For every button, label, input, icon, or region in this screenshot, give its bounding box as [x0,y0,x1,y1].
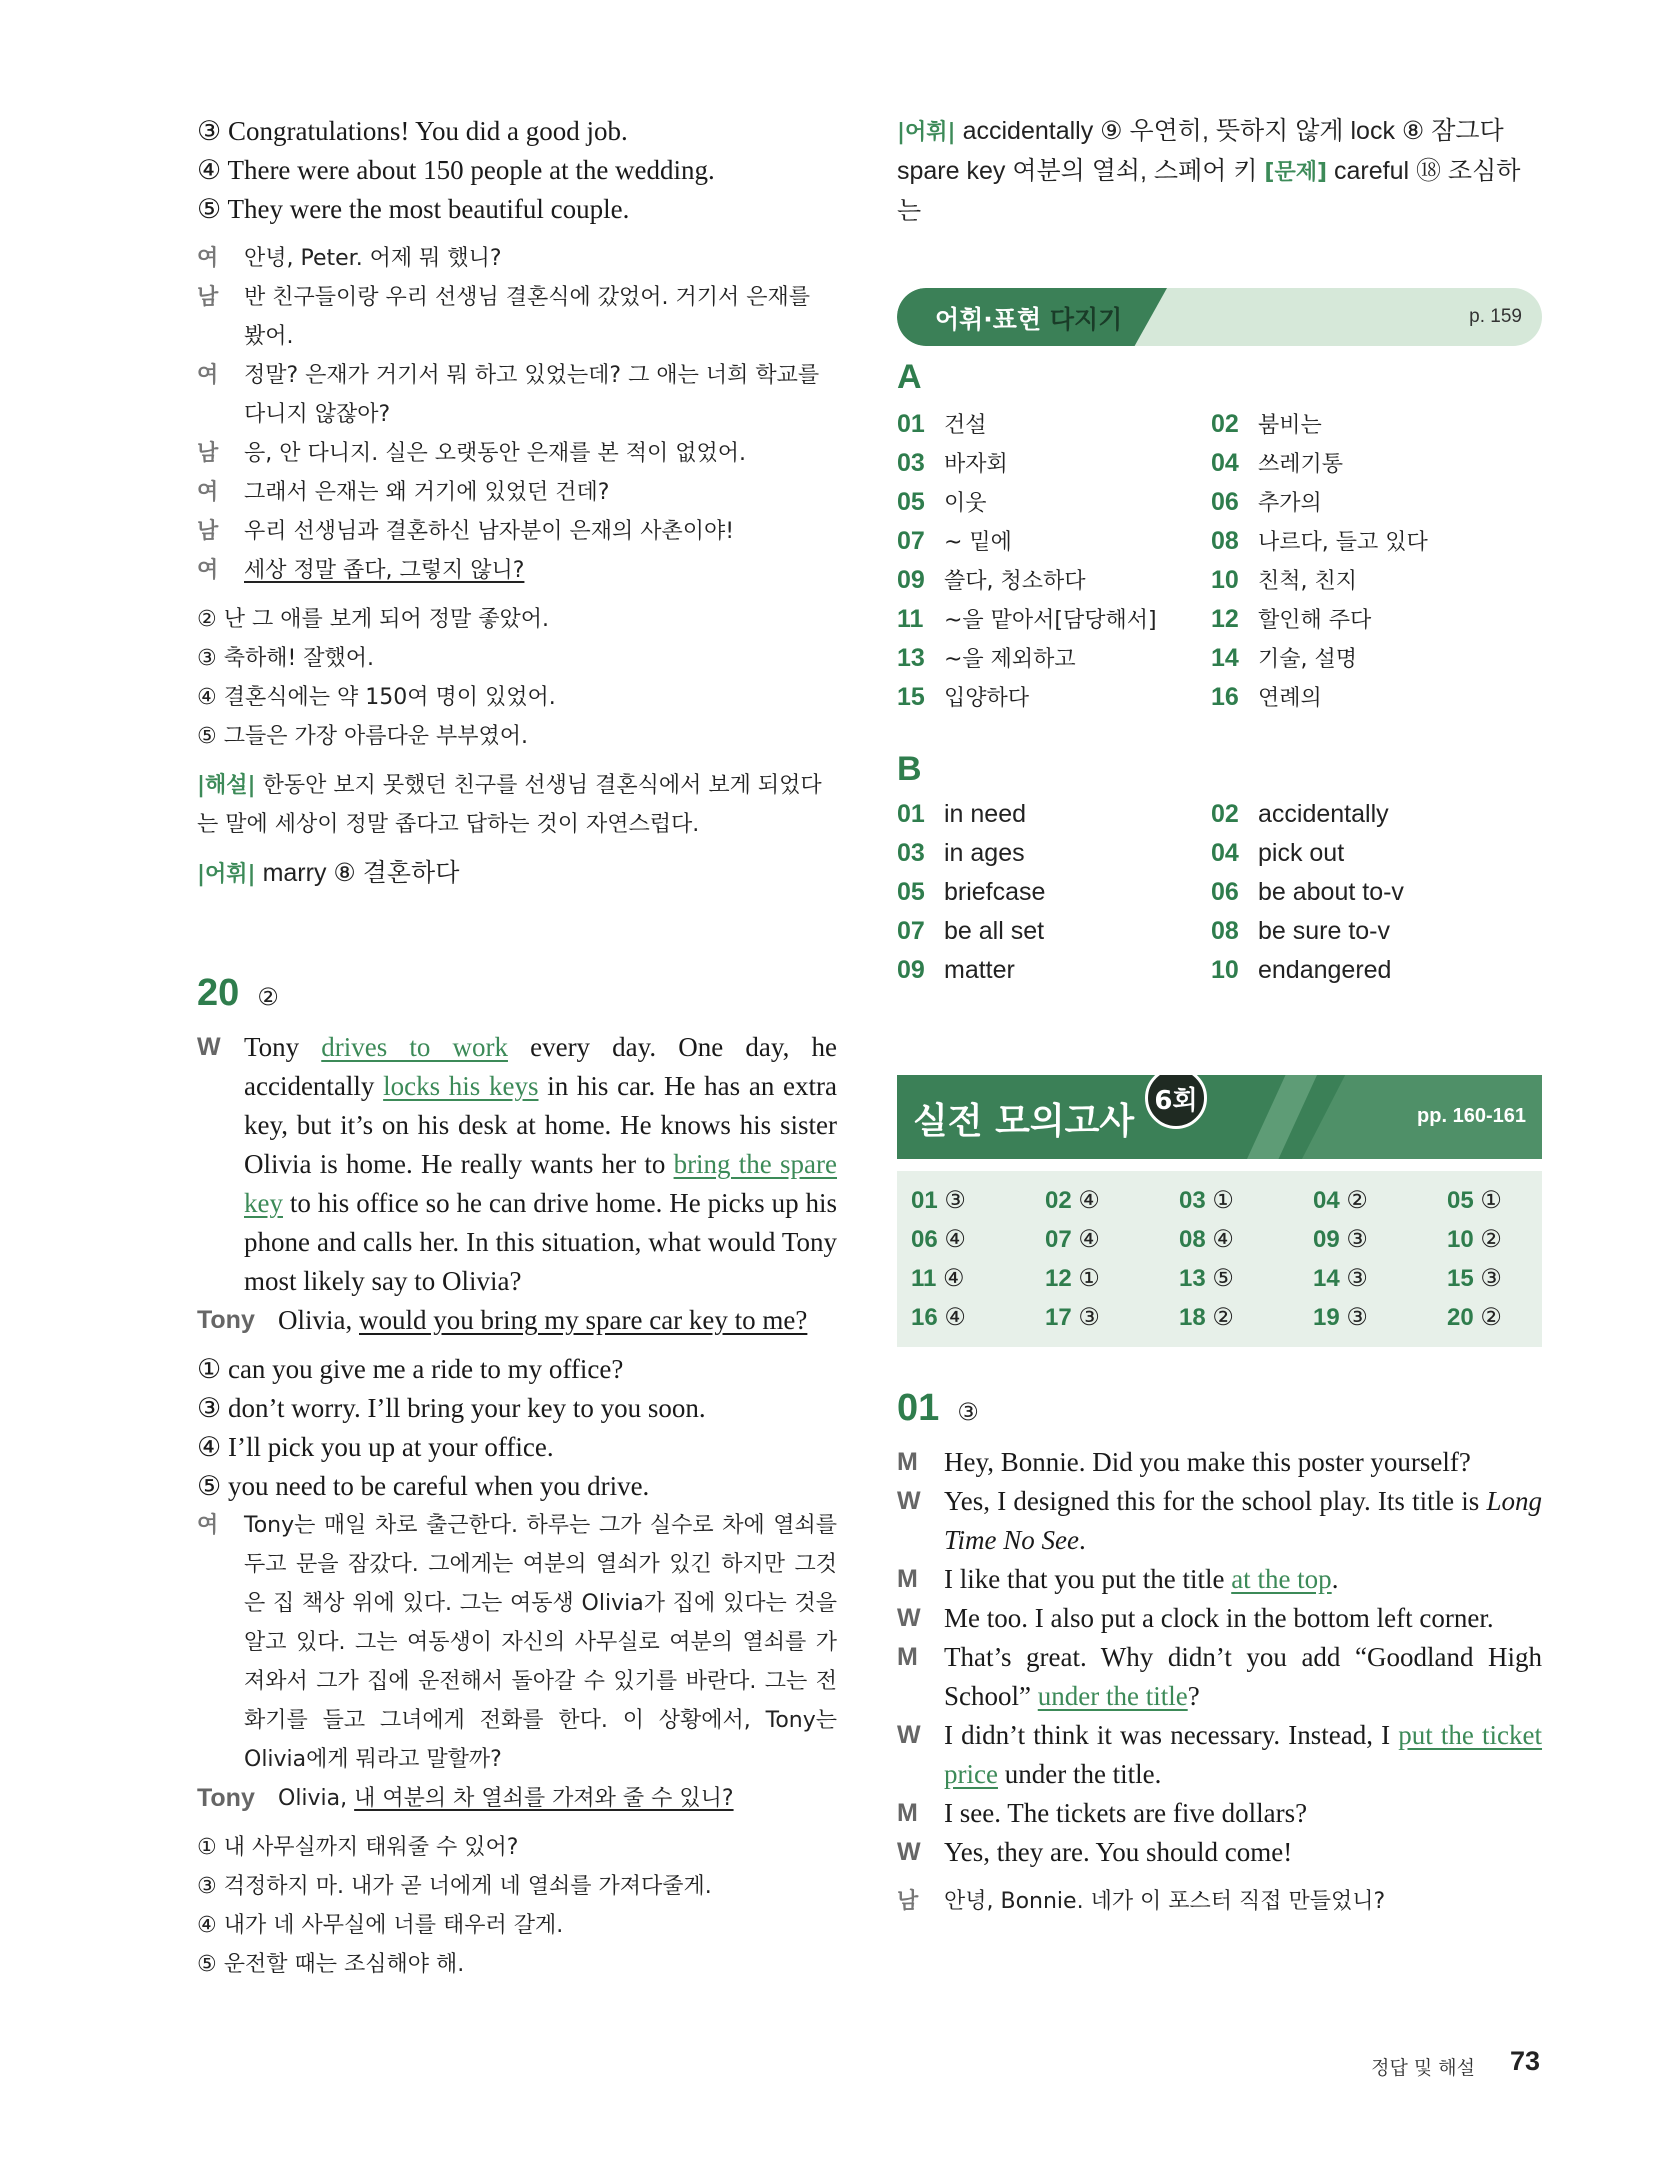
question-number: 20 [197,972,240,1014]
option: ① can you give me a ride to my office? [197,1354,624,1384]
dialog-line: W Yes, they are. You should come! [897,1837,1293,1867]
banner-title: 어휘·표현 다지기 [935,305,1123,334]
dialog-line: 남 우리 선생님과 결혼하신 남자분이 은재의 사촌이야! [197,519,735,544]
vocab-item: 04 pick out [1211,839,1345,867]
answer-cell: 10 ② [1447,1226,1502,1253]
page-number: 73 [1509,2046,1540,2076]
option: ③ don’t worry. I’ll bring your key to you soon. [197,1393,706,1423]
answer-cell: 04 ② [1313,1187,1368,1214]
q20-options-ko [197,1828,837,1984]
option: ④ 내가 네 사무실에 너를 태우러 갈게. [197,1913,564,1938]
mock-round-badge: 6회 [1145,1075,1207,1129]
vocab-item: 08 be sure to-v [1211,917,1391,945]
answer-cell: 16 ④ [911,1304,966,1331]
question-answer: ② [257,983,279,1011]
vocab-item: 06 be about to-v [1211,878,1404,906]
dialog-line: W I didn’t think it was necessary. Instead, I put the ticket price under the title. [897,1720,1543,1789]
answer-cell: 05 ① [1447,1187,1502,1214]
dialog-line: M That’s great. Why didn’t you add “Goodland High School” under the title? [897,1642,1542,1711]
vocab-item: 05 briefcase [897,878,1046,906]
answer-cell: 01 ③ [911,1187,966,1214]
answer-cell: 02 ④ [1045,1187,1100,1214]
option: ④ There were about 150 people at the wedding. [197,155,715,185]
q20-options-en [197,1350,837,1506]
vocab-item: 07 be all set [897,917,1045,945]
option: ① 내 사무실까지 태워줄 수 있어? [197,1835,519,1860]
mock-page-ref: pp. 160-161 [1417,1105,1526,1127]
mock-test-title: 실전 모의고사 [913,1101,1135,1142]
q19-options-ko [197,600,837,756]
question-answer: ③ [957,1398,979,1426]
answer-cell: 12 ① [1045,1265,1100,1292]
option: ② 난 그 애를 보게 되어 정말 좋았어. [197,607,549,632]
left-column [197,112,837,1984]
option: ④ I’ll pick you up at your office. [197,1432,554,1462]
answer-cell: 03 ① [1179,1187,1234,1214]
dialog-line: M I like that you put the title at the top. [897,1564,1339,1594]
vocab-item: 01 in need [897,800,1027,828]
dialog-line: M Hey, Bonnie. Did you make this poster yourself? [897,1447,1471,1477]
dialog-line: 여 세상 정말 좁다, 그렇지 않니? [197,558,525,583]
q20-script-tony: Tony Olivia, would you bring my spare car key to me? [197,1305,808,1335]
q20-translation: 여 Tony는 매일 차로 출근한다. 하루는 그가 실수로 차에 열쇠를 두고 문을 잠갔다. 그에게는 여분의 열쇠가 있긴 하지만 그것은 집 책상 위에 있다. 그는 여동생 Olivia가 집에 있다는 것을 알고 있다. 그는 여동생이 자신의 사무실로 여분의 열쇠를 가져와서 그가 집에 운전해서 돌아갈 수 있기를 바란다. 그는 전화기를 들고 그녀에게 전화를 한다. 이 상황에서, Tony는 Olivia에게 뭐라고 말할까? [197,1513,837,1772]
q19-dialog-ko [197,239,837,590]
vocab-item: 12 할인해 주다 [1211,605,1372,633]
q01-header [897,1387,1542,1443]
q19-options-en [197,112,837,229]
vocab-item: 03 in ages [897,839,1025,867]
option: ⑤ 그들은 가장 아름다운 부부였어. [197,724,528,749]
q19-vocab: |어휘| marry ⑧ 결혼하다 [197,859,460,887]
vocab-item: 16 연례의 [1211,683,1322,711]
dialog-line: 여 그래서 은재는 왜 거기에 있었던 건데? [197,480,610,505]
answer-cell: 08 ④ [1179,1226,1234,1253]
dialog-line: 남 응, 안 다니지. 실은 오랫동안 은재를 본 적이 없었어. [197,441,746,466]
option: ⑤ 운전할 때는 조심해야 해. [197,1952,465,1977]
section-a-title: A [897,358,922,396]
vocab-item: 10 endangered [1211,956,1392,984]
vocab-item: 09 matter [897,956,1015,984]
vocab-item: 11 ~을 맡아서[담당해서] [897,605,1157,633]
section-a-grid [897,408,1542,720]
answer-cell: 15 ③ [1447,1265,1502,1292]
answer-cell: 09 ③ [1313,1226,1368,1253]
dialog-line: M I see. The tickets are five dollars? [897,1798,1308,1828]
mock-test-banner [897,1075,1542,1159]
answer-cell: 07 ④ [1045,1226,1100,1253]
q19-explanation: |해설| 한동안 보지 못했던 친구를 선생님 결혼식에서 보게 되었다는 말에 세상이 정말 좁다고 답하는 것이 자연스럽다. [197,773,822,837]
q20-vocab: |어휘| accidentally ⑨ 우연히, 뜻하지 않게 lock ⑧ 잠그다 spare key 여분의 열쇠, 스페어 키 [문제] careful ⑱ 조심하는 [897,117,1521,225]
vocab-item: 07 ~ 밑에 [897,527,1012,555]
vocab-item: 09 쓸다, 청소하다 [897,566,1086,594]
footer-label: 정답 및 해설 [1371,2057,1475,2079]
vocab-item: 08 나르다, 들고 있다 [1211,527,1428,555]
vocab-item: 02 accidentally [1211,800,1389,828]
answer-key-table [897,1171,1542,1347]
answer-cell: 17 ③ [1045,1304,1100,1331]
vocab-item: 10 친척, 친지 [1211,566,1357,594]
q20-script-w: W Tony drives to work every day. One day, he accidentally locks his keys in his car. He has an extra key, but it’s on his desk at home. He knows his sister Olivia is home. He really wants her to bring the spare key to his office so he can drive home. He picks up his phone and calls her. In this situation, what would Tony most likely say to Olivia? [197,1032,837,1296]
answer-cell: 13 ⑤ [1179,1265,1234,1292]
vocab-item: 02 붐비는 [1211,410,1322,438]
vocab-review-banner [897,288,1542,346]
vocab-item: 14 기술, 설명 [1211,644,1357,672]
option: ⑤ you need to be careful when you drive. [197,1471,650,1501]
answer-cell: 06 ④ [911,1226,966,1253]
dialog-line: 여 정말? 은재가 거기서 뭐 하고 있었는데? 그 애는 너희 학교를 다니지 않잖아? [197,363,820,427]
answer-cell: 20 ② [1447,1304,1502,1331]
right-column [897,112,1542,1921]
answer-cell: 18 ② [1179,1304,1234,1331]
option: ③ Congratulations! You did a good job. [197,116,628,146]
vocab-item: 13 ~을 제외하고 [897,644,1076,672]
q01-script [897,1443,1542,1872]
dialog-line: 여 안녕, Peter. 어제 뭐 했니? [197,246,502,271]
vocab-item: 03 바자회 [897,449,1008,477]
vocab-item: 06 추가의 [1211,488,1322,516]
question-number: 01 [897,1387,940,1429]
q20-translation-tony: Tony Olivia, 내 여분의 차 열쇠를 가져와 줄 수 있니? [197,1784,734,1812]
answer-cell: 19 ③ [1313,1304,1368,1331]
section-b-title: B [897,750,922,788]
option: ⑤ They were the most beautiful couple. [197,194,630,224]
dialog-line: W Yes, I designed this for the school play. Its title is Long Time No See. [897,1486,1542,1555]
dialog-line: 남 반 친구들이랑 우리 선생님 결혼식에 갔었어. 거기서 은재를 봤어. [197,285,810,349]
banner-page-ref: p. 159 [1469,306,1522,327]
option: ③ 걱정하지 마. 내가 곧 너에게 네 열쇠를 가져다줄게. [197,1874,712,1899]
option: ④ 결혼식에는 약 150여 명이 있었어. [197,685,556,710]
vocab-item: 01 건설 [897,410,987,438]
answer-cell: 14 ③ [1313,1265,1368,1292]
vocab-item: 15 입양하다 [897,683,1030,711]
option: ③ 축하해! 잘했어. [197,646,375,671]
q20-header [197,972,837,1028]
answer-cell: 11 ④ [911,1265,965,1292]
dialog-line: W Me too. I also put a clock in the bottom left corner. [897,1603,1494,1633]
section-b-grid [897,800,1542,995]
vocab-item: 04 쓰레기통 [1211,449,1344,477]
vocab-item: 05 이웃 [897,488,987,516]
q01-translation-line: 남 안녕, Bonnie. 네가 이 포스터 직접 만들었니? [897,1889,1386,1914]
